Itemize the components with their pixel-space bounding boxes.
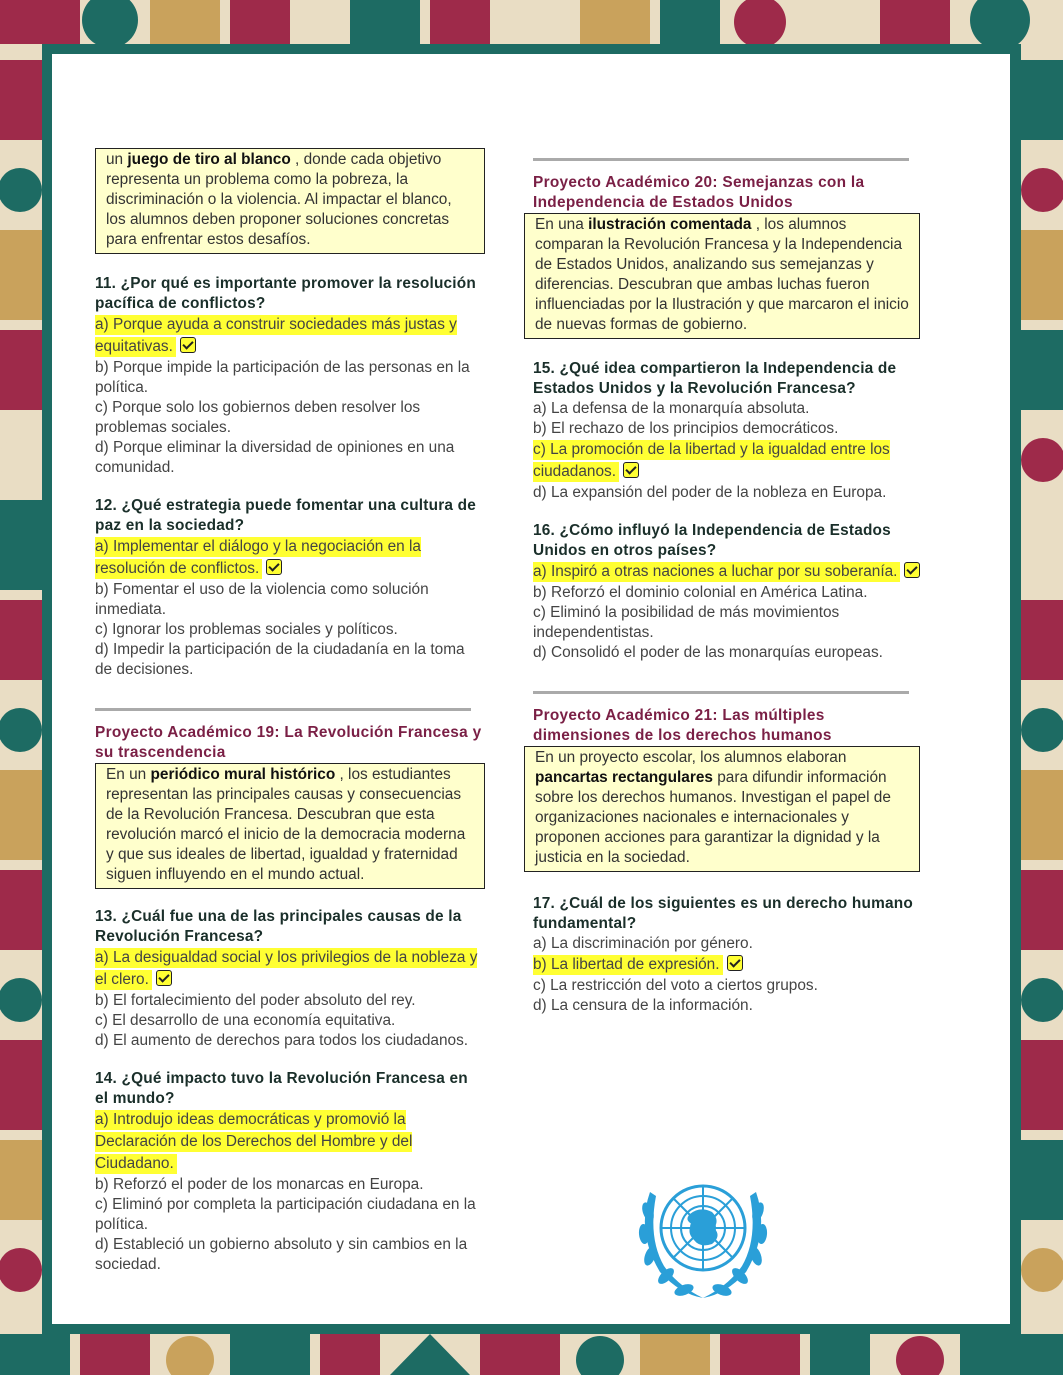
question-12-title: 12. ¿Qué estrategia puede fomentar una cultura de paz en la sociedad? bbox=[95, 497, 476, 534]
question-12-option-a: a) Implementar el diálogo y la negociación en la resolución de conflictos. bbox=[95, 538, 421, 577]
project-19-box bbox=[95, 763, 485, 889]
project-21-title: Proyecto Académico 21: Las múltiples dimensiones de los derechos humanos bbox=[533, 707, 832, 744]
section-divider bbox=[533, 158, 909, 161]
question-11-title: 11. ¿Por qué es importante promover la resolución pacífica de conflictos? bbox=[95, 275, 476, 312]
question-11 bbox=[95, 274, 485, 478]
question-14-option-c: c) Eliminó por completa la participación ciudadana en la política. bbox=[95, 1196, 476, 1233]
question-14 bbox=[95, 1069, 485, 1275]
check-icon bbox=[180, 337, 196, 353]
question-15-title: 15. ¿Qué idea compartieron la Independencia de Estados Unidos y la Revolución Francesa? bbox=[533, 360, 897, 397]
section-divider bbox=[95, 708, 471, 711]
question-13-option-c: c) El desarrollo de una economía equitativa. bbox=[95, 1012, 396, 1029]
intro-text-post: , donde cada objetivo representa un problema como la pobreza, la discriminación o la violencia. Al impactar el blanco, los alumnos deben proponer soluciones concretas para enfrentar estos desafíos. bbox=[106, 151, 452, 248]
question-14-title: 14. ¿Qué impacto tuvo la Revolución Francesa en el mundo? bbox=[95, 1070, 468, 1107]
left-column bbox=[95, 148, 485, 1275]
question-16-option-a: a) Inspiró a otras naciones a luchar por su soberanía. bbox=[533, 562, 900, 582]
right-column bbox=[533, 158, 923, 1016]
question-17-option-c: c) La restricción del voto a ciertos grupos. bbox=[533, 977, 818, 994]
question-11-option-d: d) Porque eliminar la diversidad de opiniones en una comunidad. bbox=[95, 439, 455, 476]
question-15-option-a: a) La defensa de la monarquía absoluta. bbox=[533, 400, 810, 417]
question-17-option-d: d) La censura de la información. bbox=[533, 997, 753, 1014]
question-17 bbox=[533, 894, 923, 1016]
project-21 bbox=[533, 706, 923, 872]
question-12-option-c: c) Ignorar los problemas sociales y políticos. bbox=[95, 621, 398, 638]
project-20-title: Proyecto Académico 20: Semejanzas con la Independencia de Estados Unidos bbox=[533, 174, 865, 211]
question-15 bbox=[533, 359, 923, 503]
question-14-option-b: b) Reforzó el poder de los monarcas en Europa. bbox=[95, 1176, 424, 1193]
question-11-option-b: b) Porque impide la participación de las personas en la política. bbox=[95, 359, 470, 396]
question-13 bbox=[95, 907, 485, 1051]
question-16-option-d: d) Consolidó el poder de las monarquías europeas. bbox=[533, 644, 883, 661]
project-21-box bbox=[524, 746, 920, 872]
project-20-box bbox=[524, 213, 920, 339]
question-16-option-b: b) Reforzó el dominio colonial en América Latina. bbox=[533, 584, 868, 601]
project-21-text-bold: pancartas rectangulares bbox=[535, 769, 713, 786]
project-19-text-bold: periódico mural histórico bbox=[150, 766, 336, 783]
project-20 bbox=[533, 173, 923, 339]
question-13-option-d: d) El aumento de derechos para todos los ciudadanos. bbox=[95, 1032, 469, 1049]
intro-box bbox=[95, 148, 485, 254]
question-15-option-c: c) La promoción de la libertad y la igualdad entre los ciudadanos. bbox=[533, 441, 890, 480]
check-icon bbox=[156, 970, 172, 986]
section-divider bbox=[533, 691, 909, 694]
un-emblem-icon bbox=[630, 1162, 776, 1304]
project-21-text-post: para difundir información sobre los derechos humanos. Investigan el papel de organizaciones nacionales e internacionales y proponen acciones para garantizar la dignidad y la justicia en la sociedad. bbox=[535, 769, 891, 866]
question-17-title: 17. ¿Cuál de los siguientes es un derecho humano fundamental? bbox=[533, 895, 913, 932]
project-19 bbox=[95, 723, 485, 889]
question-14-option-a: a) Introdujo ideas democráticas y promovió la Declaración de los Derechos del Hombre y del Ciudadano. bbox=[95, 1111, 413, 1172]
question-16-title: 16. ¿Cómo influyó la Independencia de Estados Unidos en otros países? bbox=[533, 522, 891, 559]
project-20-text-pre: En una bbox=[535, 216, 589, 233]
question-16 bbox=[533, 521, 923, 663]
question-12-option-d: d) Impedir la participación de la ciudadanía en la toma de decisiones. bbox=[95, 641, 465, 678]
question-11-option-c: c) Porque solo los gobiernos deben resolver los problemas sociales. bbox=[95, 399, 421, 436]
question-17-option-b: b) La libertad de expresión. bbox=[533, 955, 723, 975]
intro-text-bold: juego de tiro al blanco bbox=[127, 151, 291, 168]
question-13-option-b: b) El fortalecimiento del poder absoluto del rey. bbox=[95, 992, 416, 1009]
project-19-title: Proyecto Académico 19: La Revolución Francesa y su trascendencia bbox=[95, 724, 482, 761]
question-15-option-d: d) La expansión del poder de la nobleza en Europa. bbox=[533, 484, 887, 501]
project-20-text-bold: ilustración comentada bbox=[588, 216, 752, 233]
question-12-option-b: b) Fomentar el uso de la violencia como solución inmediata. bbox=[95, 581, 429, 618]
question-17-option-a: a) La discriminación por género. bbox=[533, 935, 753, 952]
question-16-option-c: c) Eliminó la posibilidad de más movimientos independentistas. bbox=[533, 604, 840, 641]
check-icon bbox=[727, 955, 743, 971]
project-19-text-pre: En un bbox=[106, 766, 151, 783]
check-icon bbox=[266, 559, 282, 575]
check-icon bbox=[904, 562, 920, 578]
question-11-option-a: a) Porque ayuda a construir sociedades más justas y equitativas. bbox=[95, 316, 457, 355]
question-13-option-a: a) La desigualdad social y los privilegios de la nobleza y el clero. bbox=[95, 949, 478, 988]
question-13-title: 13. ¿Cuál fue una de las principales causas de la Revolución Francesa? bbox=[95, 908, 462, 945]
intro-text-pre: un bbox=[106, 151, 128, 168]
question-14-option-d: d) Estableció un gobierno absoluto y sin cambios en la sociedad. bbox=[95, 1236, 468, 1273]
project-20-text-post: , los alumnos comparan la Revolución Francesa y la Independencia de Estados Unidos, analizando sus semejanzas y diferencias. Descubran que ambas luchas fueron influenciadas por la Ilustración y que marcaron el inicio de nuevas formas de gobierno. bbox=[535, 216, 909, 333]
question-15-option-b: b) El rechazo de los principios democráticos. bbox=[533, 420, 839, 437]
project-21-text-pre: En un proyecto escolar, los alumnos elaboran bbox=[535, 749, 847, 766]
question-12 bbox=[95, 496, 485, 680]
project-19-text-post: , los estudiantes representan las principales causas y consecuencias de la Revolución Francesa. Descubran que esta revolución marcó el inicio de la democracia moderna y que sus ideales de libertad, igualdad y fraternidad siguen influyendo en el mundo actual. bbox=[106, 766, 466, 883]
check-icon bbox=[623, 462, 639, 478]
